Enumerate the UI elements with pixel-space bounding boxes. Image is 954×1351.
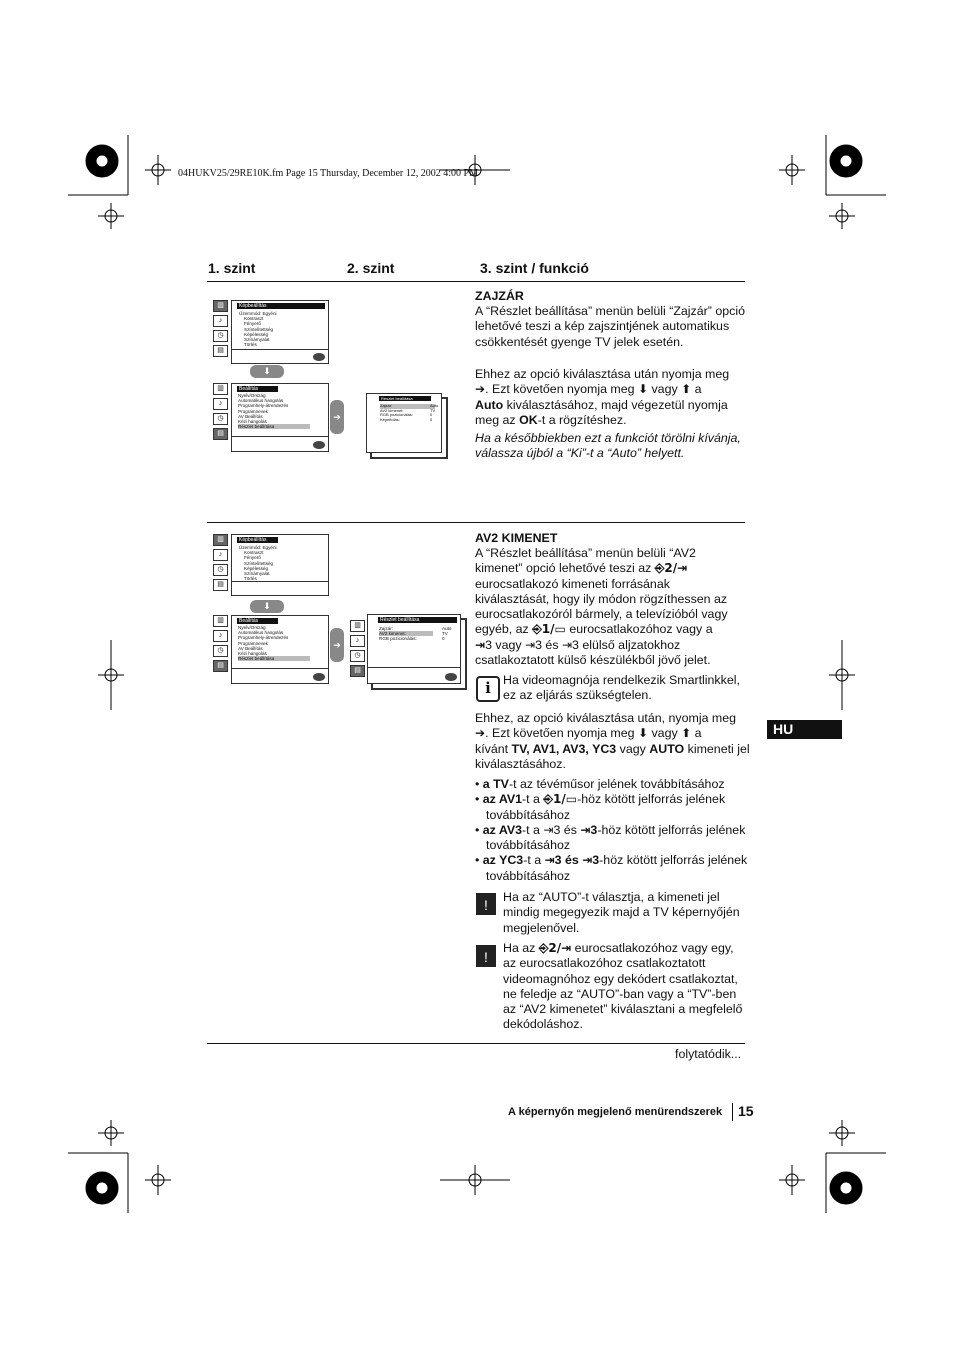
picture-menu	[231, 534, 329, 596]
paragraph: Ehhez, az opció kiválasztása után, nyomja meg ➔. Ezt követően nyomja meg ⬇ vagy ⬆ a kívánt TV, AV1, AV3, YC3 vagy AUTO kimeneti jel kiválasztásához.	[475, 711, 750, 771]
menu-line: Nyelv/Ország	[238, 393, 266, 398]
menu-line: Színárnyalat	[244, 337, 270, 343]
menu-line: Színtelítettség	[244, 560, 274, 566]
menu-line-selected: Részlet beállítása	[238, 656, 310, 661]
video-input-icon: ⇥	[525, 637, 536, 652]
up-arrow-icon: ⬆	[681, 382, 692, 397]
setup-icon: ▤	[213, 428, 228, 440]
menu-line: Kontraszt	[244, 316, 264, 322]
menu-line: Kontraszt	[244, 550, 264, 556]
setup-menu	[231, 383, 329, 452]
menu-icon-column	[213, 383, 227, 443]
info-note: Ha videomagnója rendelkezik Smartlinkkel, ez az eljárás szükségtelen.	[503, 673, 740, 703]
menu-key: AV2 kimenet:	[379, 631, 406, 637]
setup-menu	[231, 615, 329, 684]
paragraph: Ehhez az opció kiválasztása után nyomja meg ➔. Ezt követően nyomja meg ⬇ vagy ⬆ a Auto kiválasztásához, majd végezetül nyomja meg az OK-t a rögzítéshez.	[475, 367, 730, 427]
audio-input-icon: ⇥	[561, 637, 573, 652]
menu-line: Színtelítettség	[244, 326, 274, 332]
file-info-line: 04HUKV25/29RE10K.fm Page 15 Thursday, December 12, 2002 4:00 PM	[178, 168, 478, 179]
menu-line: Automatikus hangolás	[238, 398, 284, 404]
picture-icon: ▥	[213, 534, 228, 546]
paragraph-note: Ha a későbbiekben ezt a funkciót törölni kívánja, válassza újból a “Ki”-t a “Auto” helyett.	[475, 431, 741, 461]
menu-line: Programnevek	[238, 640, 268, 646]
menu-value: 0	[430, 416, 433, 422]
list-item: • az YC3-t a ⇥3 és ⇥3-höz kötött jelforrás jelének továbbításához	[475, 853, 748, 883]
crop-starburst-icon	[86, 1172, 118, 1204]
column-heading-level2: 2. szint	[347, 260, 395, 276]
menu-line: Üzemmód: Egyéni	[239, 311, 277, 316]
column-heading-level3: 3. szint / funkció	[480, 260, 589, 276]
ok-icon	[313, 441, 325, 449]
menu-key: Zajzár:	[380, 403, 393, 408]
setup-icon: ▤	[213, 579, 228, 591]
menu-items	[239, 311, 328, 347]
picture-icon: ▥	[213, 383, 228, 395]
continued-label: folytatódik...	[675, 1047, 742, 1061]
menu-items	[239, 545, 328, 581]
menu-line: Programnevek	[238, 408, 268, 414]
menu-key: RGB pozicionálás:	[379, 636, 417, 642]
timer-icon: ◷	[350, 650, 365, 662]
menu-line: Fényerő	[244, 321, 261, 327]
timer-icon: ◷	[213, 645, 228, 657]
sound-icon: ♪	[213, 315, 228, 327]
warning-note: Ha az “AUTO”-t választja, a kimeneti jel mindig megegyezik majd a TV képernyőjén megjelenővel.	[503, 890, 740, 935]
menu-items	[238, 625, 328, 661]
menu-line: Képélesség	[244, 331, 269, 337]
menu-key: Képeltolás:	[380, 416, 400, 422]
warning-icon: !	[476, 945, 496, 967]
picture-icon: ▥	[350, 620, 365, 632]
menu-value: Auto	[430, 403, 439, 408]
ok-icon	[313, 673, 325, 681]
footer-section-title: A képernyőn megjelenő menürendszerek	[508, 1106, 723, 1118]
menu-line: Törlés	[244, 342, 257, 348]
menu-key: Zajzár:	[379, 626, 394, 631]
menu-value: 0	[442, 636, 445, 642]
menu-icon-column	[213, 534, 227, 594]
menu-line: Programhely-átrendezés	[238, 403, 289, 409]
divider	[207, 1043, 745, 1044]
menu-line: Fényerő	[244, 555, 261, 561]
timer-icon: ◷	[213, 564, 228, 576]
sound-icon: ♪	[213, 549, 228, 561]
ok-icon	[445, 673, 457, 681]
divider	[207, 522, 745, 523]
setup-icon: ▤	[350, 665, 365, 677]
menu-line: Törlés	[244, 576, 257, 582]
warning-icon: !	[476, 893, 496, 915]
crop-starburst-icon	[830, 1172, 862, 1204]
right-arrow-icon: ➔	[475, 726, 486, 741]
menu-title: Beállítás	[237, 386, 278, 392]
menu-key: RGB pozicionálás:	[380, 412, 413, 418]
sound-icon: ♪	[213, 398, 228, 410]
menu-line: Színárnyalat	[244, 571, 270, 577]
ok-icon	[313, 353, 325, 361]
bullet-list	[475, 777, 750, 884]
picture-icon: ▥	[213, 615, 228, 627]
menu-value: TV	[442, 631, 448, 637]
warning-note: Ha az ⎆2/⇥ eurocsatlakozóhoz vagy egy, az eurocsatlakozóhoz csatlakoztatott videomagnóhoz egy dekódert csatlakoztat, ne feledje az “AUTO”-ban vagy a “TV”-ben az “AV2 kimenetet” kiválasztani a megfelelő dekódoláshoz.	[503, 941, 743, 1032]
setup-icon: ▤	[213, 660, 228, 672]
menu-line: Kézi hangolás	[238, 419, 267, 425]
timer-icon: ◷	[213, 330, 228, 342]
menu-title: Képbeállítás	[237, 303, 325, 309]
paragraph: A “Részlet beállítása” menün belüli “AV2 kimenet” opció lehetővé teszi az ⎆2/⇥ eurocsatlakozó kimeneti forrásának kiválasztását, hogy ily módon rögzíthessen az eurocsatlakozóról bármely, a televízióból vagy egyéb, az ⎆1/▭ eurocsatlakozóhoz vagy a ⇥3 vagy ⇥3 és ⇥3 elülső aljzatokhoz csatlakoztatott külső készülékből jövő jelet.	[475, 546, 728, 668]
paragraph: A “Részlet beállítása” menün belüli “Zajzár” opció lehetővé teszi a kép zajszintjének automatikus csökkentését gyenge TV jelek esetén.	[475, 304, 745, 349]
section-heading-av2: AV2 KIMENET	[475, 531, 558, 545]
detail-menu	[366, 393, 442, 453]
menu-icon-column	[213, 615, 227, 675]
menu-line: Képélesség	[244, 565, 269, 571]
down-button-icon: ⬇	[250, 600, 284, 613]
down-button-icon: ⬇	[250, 365, 284, 378]
euro-scart-2-icon: ⎆2/⇥	[538, 941, 572, 955]
list-item: • az AV3-t a ⇥3 és ⇥3-höz kötött jelforrás jelének továbbításához	[475, 822, 746, 853]
menu-value: TV	[430, 407, 436, 413]
euro-scart-1-icon: ⎆1/▭	[532, 622, 566, 637]
page-number: 15	[738, 1103, 754, 1119]
menu-line: AV Beállítás	[238, 413, 263, 419]
up-arrow-icon: ⬆	[681, 726, 692, 741]
divider	[207, 281, 745, 282]
list-item: • az AV1-t a ⎆1/▭-höz kötött jelforrás jelének továbbításához	[475, 792, 726, 822]
menu-line: Programhely-átrendezés	[238, 635, 289, 641]
right-button-icon: ➔	[330, 628, 344, 662]
menu-icon-column	[213, 300, 227, 360]
menu-title: Beállítás	[237, 618, 278, 624]
column-heading-level1: 1. szint	[208, 260, 256, 276]
list-item: • a TV-t az tévéműsor jelének továbbításához	[475, 777, 725, 791]
menu-items	[380, 404, 441, 422]
detail-menu	[367, 614, 461, 684]
menu-line: Nyelv/Ország	[238, 625, 266, 630]
right-arrow-icon: ➔	[475, 382, 486, 397]
sound-icon: ♪	[213, 630, 228, 642]
crop-starburst-icon	[830, 145, 862, 177]
menu-items	[238, 393, 328, 429]
picture-menu	[231, 300, 329, 364]
menu-line-selected: Részlet beállítása	[238, 424, 310, 429]
menu-line: Kézi hangolás	[238, 651, 267, 657]
menu-title: Képbeállítás	[237, 537, 278, 543]
footer-divider	[732, 1103, 733, 1121]
menu-line: Automatikus hangolás	[238, 630, 284, 636]
menu-title: Részlet beállítása	[378, 617, 457, 623]
crop-starburst-icon	[86, 145, 118, 177]
menu-line: AV Beállítás	[238, 645, 263, 651]
menu-value: 0	[430, 412, 433, 418]
down-arrow-icon: ⬇	[637, 726, 649, 741]
menu-key: AV2 kimenet:	[380, 407, 404, 413]
menu-items	[379, 626, 460, 642]
timer-icon: ◷	[213, 413, 228, 425]
right-button-icon: ➔	[330, 400, 344, 434]
svideo-input-icon: ⇥	[475, 637, 486, 652]
section-heading-zajzar: ZAJZÁR	[475, 289, 524, 303]
language-tab: HU	[767, 720, 842, 739]
setup-icon: ▤	[213, 345, 228, 357]
menu-icon-column	[350, 620, 364, 680]
sound-icon: ♪	[350, 635, 365, 647]
menu-value: Auto	[442, 626, 452, 631]
info-icon: i	[476, 676, 500, 702]
picture-icon: ▥	[213, 300, 228, 312]
menu-title: Részlet beállítása	[379, 396, 431, 401]
menu-line: Üzemmód: Egyéni	[239, 545, 277, 550]
down-arrow-icon: ⬇	[637, 382, 649, 397]
euro-scart-2-icon: ⎆2/⇥	[654, 561, 688, 576]
